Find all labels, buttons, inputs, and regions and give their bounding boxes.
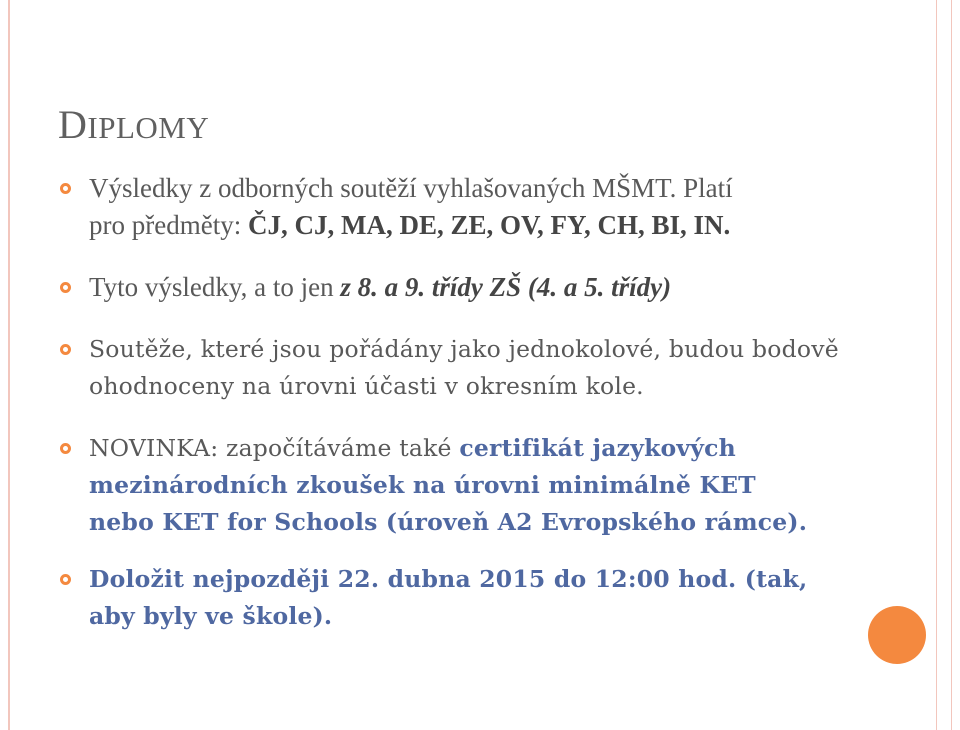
left-border-line <box>8 0 10 730</box>
grades-prefix: Tyto výsledky, a to jen <box>89 272 341 302</box>
title-rest: IPLOMY <box>87 110 210 145</box>
subjects-list: ČJ, CJ, MA, DE, ZE, OV, FY, CH, BI, IN. <box>247 210 731 240</box>
bullet-text-line: Doložit nejpozději 22. dubna 2015 do 12:00 hod. (tak, <box>89 565 808 593</box>
bullet-ring-icon <box>60 443 71 454</box>
bullet-text-line: nebo KET for Schools (úroveň A2 Evropského rámce). <box>89 508 808 536</box>
bullet-text-line: aby byly ve škole). <box>89 602 333 630</box>
bullet-competitions <box>60 170 930 244</box>
title-first-letter: D <box>58 102 88 147</box>
right-border-lines <box>936 0 952 730</box>
bullet-text-line: Výsledky z odborných soutěží vyhlašovaných MŠMT. Platí <box>89 173 733 203</box>
grades-emphasis: z 8. a 9. třídy ZŠ (4. a 5. třídy) <box>340 272 672 302</box>
novinka-prefix: NOVINKA: započítáváme také <box>89 434 460 462</box>
bullet-text-line <box>89 430 930 467</box>
bullet-ring-icon <box>60 574 71 585</box>
bullet-ring-icon <box>60 183 71 194</box>
bullet-text-line: mezinárodních zkoušek na úrovni minimálně KET <box>89 471 756 499</box>
bullet-ring-icon <box>60 282 71 293</box>
bullet-novinka <box>60 430 930 541</box>
certificate-emphasis: certifikát jazykových <box>459 434 736 462</box>
bullet-text-line: Soutěže, které jsou pořádány jako jednokolové, budou bodově <box>89 335 839 363</box>
bullet-text-line: ohodnoceny na úrovni účasti v okresním kole. <box>89 372 644 400</box>
decorative-circle <box>868 606 926 664</box>
subjects-prefix: pro předměty: <box>89 210 248 240</box>
bullet-text-line <box>89 207 930 244</box>
bullet-ring-icon <box>60 344 71 355</box>
bullet-single-round <box>60 331 930 405</box>
bullet-grades <box>60 269 930 306</box>
bullet-list <box>60 170 930 635</box>
slide-title <box>58 103 209 150</box>
bullet-deadline <box>60 561 930 635</box>
bullet-text-line <box>89 269 930 306</box>
